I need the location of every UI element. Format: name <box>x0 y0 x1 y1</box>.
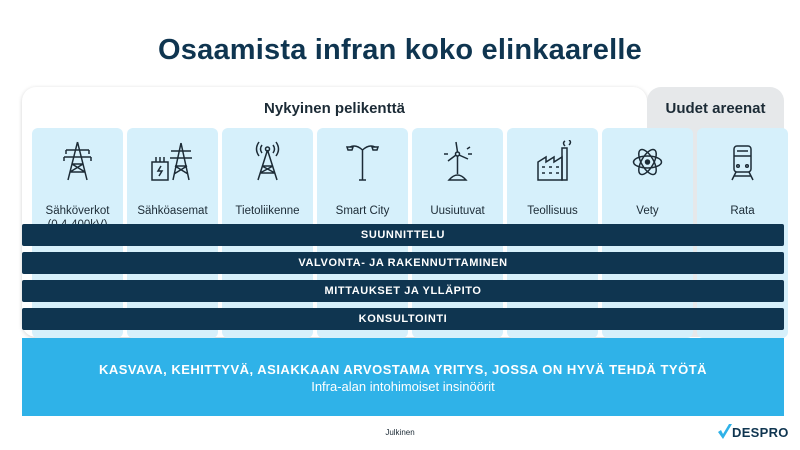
service-bar-suunnittelu: SUUNNITTELU <box>22 224 784 246</box>
factory-icon <box>507 140 598 182</box>
sector-label: Tietoliikenne <box>235 205 300 217</box>
street-lamp-icon <box>317 140 408 182</box>
foundation-subline: Infra-alan intohimoiset insinöörit <box>311 379 495 394</box>
sector-label: Sähköverkot <box>45 205 110 217</box>
logo-text: DESPRO <box>732 425 789 440</box>
despro-logo <box>717 421 792 443</box>
telecom-tower-icon <box>222 140 313 182</box>
wind-turbine-icon <box>412 140 503 182</box>
service-bar-valvonta: VALVONTA- JA RAKENNUTTAMINEN <box>22 252 784 274</box>
sector-label: Sähköasemat <box>137 205 208 217</box>
current-field-label: Nykyinen pelikenttä <box>264 100 405 117</box>
sector-label: Rata <box>730 205 755 217</box>
service-bar-konsultointi: KONSULTOINTI <box>22 308 784 330</box>
atom-icon <box>602 140 693 182</box>
power-pylon-icon <box>32 140 123 182</box>
foundation-banner <box>22 338 784 416</box>
new-arenas-label: Uudet areenat <box>665 100 766 117</box>
service-bar-mittaukset: MITTAUKSET JA YLLÄPITO <box>22 280 784 302</box>
sector-label: Smart City <box>335 205 390 217</box>
sector-label: Uusiutuvat <box>430 205 485 217</box>
page-title: Osaamista infran koko elinkaarelle <box>158 34 642 66</box>
sector-label: Vety <box>636 205 659 217</box>
sector-label: Teollisuus <box>527 205 578 217</box>
checkmark-icon <box>717 421 733 443</box>
classification-label: Julkinen <box>385 428 415 437</box>
train-icon <box>697 140 788 182</box>
substation-icon <box>127 140 218 182</box>
foundation-headline: KASVAVA, KEHITTYVÄ, ASIAKKAAN ARVOSTAMA YRITYS, JOSSA ON HYVÄ TEHDÄ TYÖTÄ <box>98 362 708 377</box>
